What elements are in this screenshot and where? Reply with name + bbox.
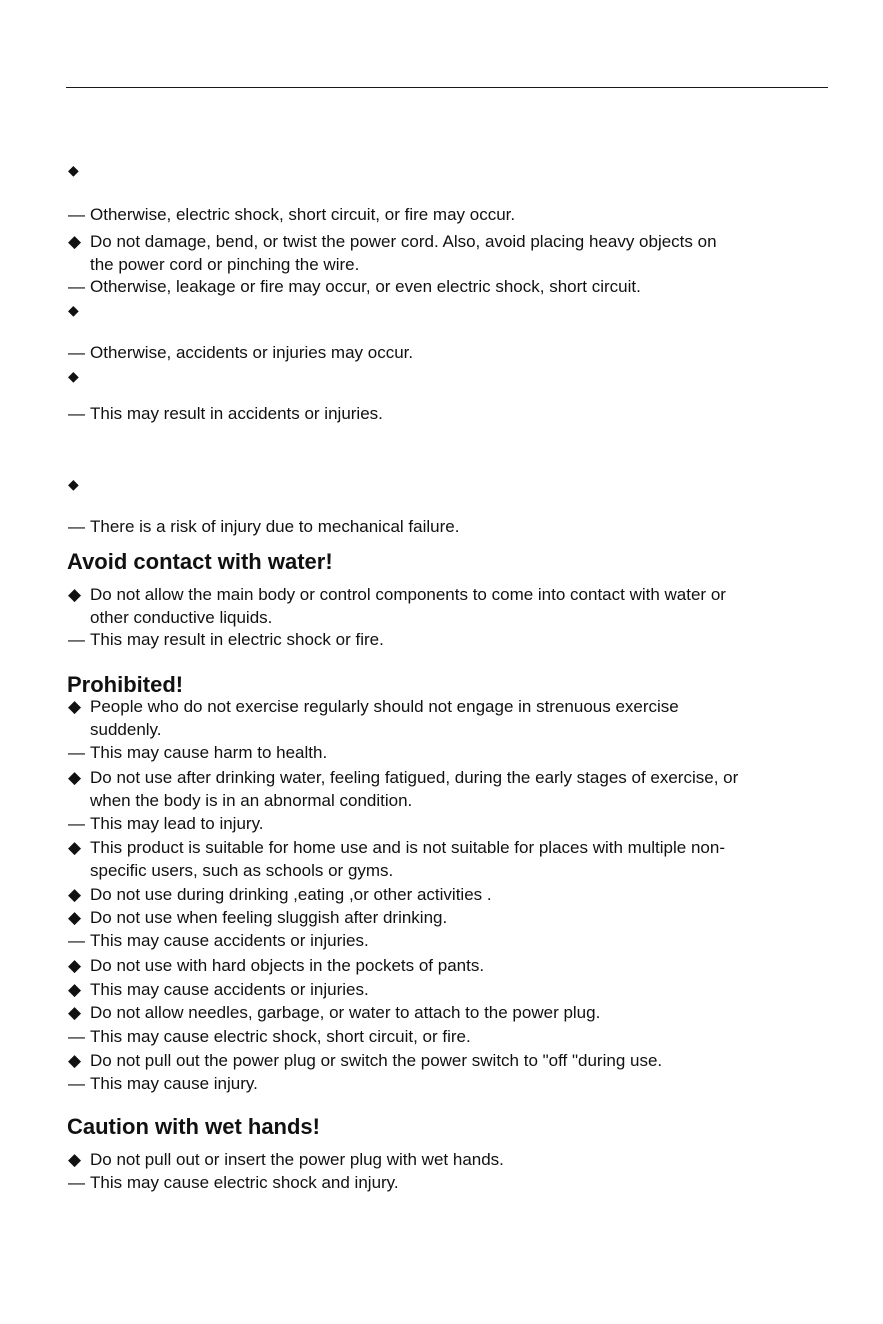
- instruction-line: [68, 1150, 504, 1170]
- dash-icon: —: [68, 1027, 85, 1046]
- dash-icon: —: [68, 1074, 85, 1093]
- bullet-icon: ◆: [68, 768, 82, 787]
- line-text: This may cause injury.: [90, 1074, 258, 1093]
- line-text: Otherwise, electric shock, short circuit, or fire may occur.: [90, 205, 516, 224]
- line-text: This product is suitable for home use and is not suitable for places with multiple non-: [90, 838, 725, 857]
- line-text: Do not use when feeling sluggish after drinking.: [90, 908, 448, 927]
- line-text: This may result in accidents or injuries.: [90, 404, 383, 423]
- dash-icon: —: [68, 277, 85, 296]
- section-heading-wet-hands: Caution with wet hands!: [67, 1114, 320, 1139]
- instruction-continuation: specific users, such as schools or gyms.: [90, 861, 394, 880]
- dash-icon: —: [68, 630, 85, 649]
- bullet-icon: ◆: [68, 908, 82, 927]
- line-text: Do not allow the main body or control components to come into contact with water or: [90, 585, 726, 604]
- instruction-continuation: the power cord or pinching the wire.: [90, 255, 360, 274]
- section-heading-prohibited: Prohibited!: [67, 672, 184, 697]
- consequence-line: [68, 814, 264, 834]
- line-text: This may cause electric shock and injury.: [90, 1173, 399, 1192]
- header-rule: [66, 87, 828, 88]
- bullet-icon: ◆: [68, 956, 82, 975]
- line-text: People who do not exercise regularly should not engage in strenuous exercise: [90, 697, 679, 716]
- bullet-marker: [68, 474, 79, 494]
- instruction-line: [68, 768, 738, 788]
- consequence-line: [68, 205, 515, 225]
- line-text: There is a risk of injury due to mechanical failure.: [90, 517, 460, 536]
- line-text: Do not use after drinking water, feeling fatigued, during the early stages of exercise, or: [90, 768, 739, 787]
- line-text: Do not allow needles, garbage, or water to attach to the power plug.: [90, 1003, 601, 1022]
- line-text: Do not use with hard objects in the pockets of pants.: [90, 956, 485, 975]
- consequence-line: [68, 743, 327, 763]
- dash-icon: —: [68, 814, 85, 833]
- line-text: This may cause accidents or injuries.: [90, 980, 369, 999]
- line-text: Do not use during drinking ,eating ,or other activities .: [90, 885, 492, 904]
- instruction-continuation: when the body is in an abnormal condition.: [90, 791, 413, 810]
- dash-icon: —: [68, 343, 85, 362]
- consequence-line: [68, 931, 369, 951]
- consequence-line: [68, 1027, 471, 1047]
- bullet-icon: ◆: [68, 302, 79, 318]
- bullet-icon: ◆: [68, 1150, 82, 1169]
- instruction-line: [68, 585, 726, 605]
- instruction-line: [68, 885, 492, 905]
- instruction-continuation: suddenly.: [90, 720, 162, 739]
- bullet-icon: ◆: [68, 1051, 82, 1070]
- bullet-icon: ◆: [68, 885, 82, 904]
- section-heading-water: Avoid contact with water!: [67, 549, 333, 574]
- bullet-icon: ◆: [68, 697, 82, 716]
- line-text: This may result in electric shock or fire.: [90, 630, 384, 649]
- instruction-line: [68, 1051, 662, 1071]
- line-text: This may cause electric shock, short circuit, or fire.: [90, 1027, 471, 1046]
- bullet-icon: ◆: [68, 162, 79, 178]
- bullet-marker: [68, 160, 79, 180]
- dash-icon: —: [68, 517, 85, 536]
- consequence-line: [68, 343, 413, 363]
- instruction-line: [68, 838, 725, 858]
- bullet-icon: ◆: [68, 838, 82, 857]
- instruction-continuation: other conductive liquids.: [90, 608, 273, 627]
- consequence-line: [68, 517, 459, 537]
- consequence-line: [68, 630, 384, 650]
- instruction-line: [68, 956, 484, 976]
- instruction-line: [68, 908, 447, 928]
- consequence-line: [68, 1074, 258, 1094]
- line-text: Do not damage, bend, or twist the power cord. Also, avoid placing heavy objects on: [90, 232, 717, 251]
- dash-icon: —: [68, 1173, 85, 1192]
- line-text: This may cause harm to health.: [90, 743, 328, 762]
- line-text: Do not pull out the power plug or switch the power switch to "off "during use.: [90, 1051, 663, 1070]
- bullet-marker: [68, 300, 79, 320]
- consequence-line: [68, 404, 383, 424]
- bullet-icon: ◆: [68, 232, 82, 251]
- instruction-line: [68, 980, 369, 1000]
- line-text: Otherwise, leakage or fire may occur, or even electric shock, short circuit.: [90, 277, 641, 296]
- line-text: This may cause accidents or injuries.: [90, 931, 369, 950]
- instruction-line: [68, 1003, 600, 1023]
- bullet-icon: ◆: [68, 368, 79, 384]
- dash-icon: —: [68, 931, 85, 950]
- line-text: Do not pull out or insert the power plug with wet hands.: [90, 1150, 504, 1169]
- bullet-icon: ◆: [68, 1003, 82, 1022]
- line-text: Otherwise, accidents or injuries may occur.: [90, 343, 414, 362]
- dash-icon: —: [68, 404, 85, 423]
- bullet-icon: ◆: [68, 476, 79, 492]
- line-text: This may lead to injury.: [90, 814, 264, 833]
- bullet-icon: ◆: [68, 585, 82, 604]
- bullet-icon: ◆: [68, 980, 82, 999]
- consequence-line: [68, 277, 641, 297]
- instruction-line: [68, 232, 717, 252]
- dash-icon: —: [68, 205, 85, 224]
- bullet-marker: [68, 366, 79, 386]
- instruction-line: [68, 697, 679, 717]
- dash-icon: —: [68, 743, 85, 762]
- consequence-line: [68, 1173, 399, 1193]
